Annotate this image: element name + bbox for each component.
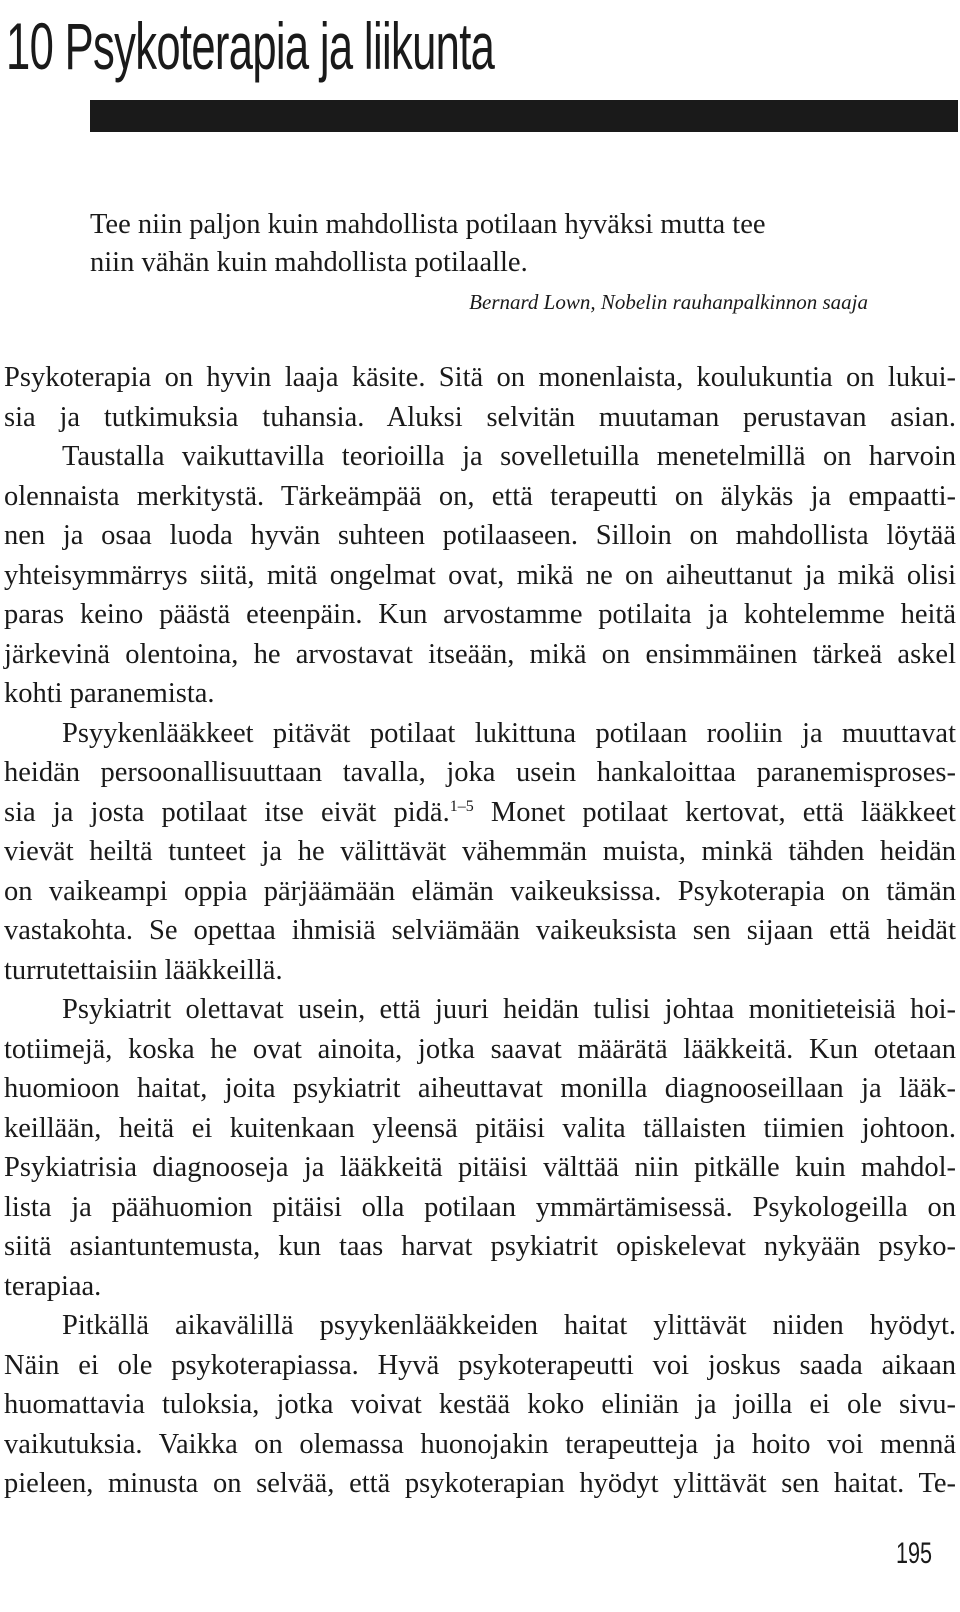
text-line: heidän persoonallisuuttaan tavalla, joka usein hankaloittaa paranemisproses- (4, 757, 956, 788)
page-number: 195 (895, 1537, 932, 1570)
text-line: yhteisymmärrys siitä, mitä ongelmat ovat, mikä ne on aiheuttanut ja mikä olisi (4, 559, 956, 591)
text-line (4, 793, 956, 833)
paragraph-4 (4, 1306, 956, 1504)
text-line: keillään, heitä ei kuitenkaan yleensä pitäisi valita tällaisten tiimien johtoon. (4, 1112, 956, 1144)
text-line: olennaista merkitystä. Tärkeämpää on, että terapeutti on älykäs ja empaatti- (4, 480, 956, 512)
text-line: kohti paranemista. (4, 678, 215, 709)
text-line: lista ja päähuomion pitäisi olla potilaan ymmärtämisessä. Psykologeilla on (4, 1191, 956, 1223)
text-line: siitä asiantuntemusta, kun taas harvat psykiatrit opiskelevat nykyään psyko- (4, 1231, 956, 1262)
text-line: Pitkällä aikavälillä psyykenlääkkeiden haitat ylittävät niiden hyödyt. (62, 1310, 956, 1341)
text-line: Näin ei ole psykoterapiassa. Hyvä psykoterapeutti voi joskus saada aikaan (4, 1349, 956, 1381)
text-line: järkevinä olentoina, he arvostavat itseään, mikä on ensimmäinen tärkeä askel (4, 638, 956, 670)
title-rule (90, 100, 958, 132)
text-line: Psykiatrit olettavat usein, että juuri heidän tulisi johtaa monitieteisiä hoi- (62, 994, 956, 1025)
epigraph-line: niin vähän kuin mahdollista potilaalle. (90, 247, 528, 278)
text-line: Psykoterapia on hyvin laaja käsite. Sitä on monenlaista, koulukuntia on lukui- (4, 362, 956, 393)
text-line: vievät heiltä tunteet ja he välittävät vähemmän muista, minkä tähden heidän (4, 836, 956, 867)
footnote-reference: 1–5 (449, 797, 474, 815)
text-line: vastakohta. Se opettaa ihmisiä selviämään vaikeuksista sen sijaan että heidät (4, 915, 956, 946)
text-line: totiimejä, koska he ovat ainoita, jotka saavat määrätä lääkkeitä. Kun otetaan (4, 1033, 956, 1065)
text-line: pieleen, minusta on selvää, että psykoterapian hyödyt ylittävät sen haitat. Te- (4, 1468, 956, 1499)
chapter-title: 10 Psykoterapia ja liikunta (6, 9, 495, 83)
paragraph-1 (4, 358, 956, 714)
text-line: vaikutuksia. Vaikka on olemassa huonojakin terapeutteja ja hoito voi mennä (4, 1428, 956, 1460)
text-line: nen ja osaa luoda hyvän suhteen potilaaseen. Silloin on mahdollista löytää (4, 520, 956, 551)
epigraph-author: Bernard Lown, Nobelin rauhanpalkinnon saaja (469, 290, 868, 314)
paragraph-2 (4, 714, 956, 991)
text-line: Psyykenlääkkeet pitävät potilaat lukittuna potilaan rooliin ja muuttavat (62, 717, 956, 749)
text-line: Psykiatrisia diagnooseja ja lääkkeitä pitäisi välttää niin pitkälle kuin mahdol- (4, 1152, 956, 1183)
text-line: terapiaa. (4, 1270, 102, 1302)
text-line: sia ja tutkimuksia tuhansia. Aluksi selvitän muutaman perustavan asian. (4, 401, 956, 433)
text-line: paras keino päästä eteenpäin. Kun arvostamme potilaita ja kohtelemme heitä (4, 599, 956, 630)
text-fragment: Monet potilaat kertovat, että lääkkeet (473, 796, 956, 828)
paragraph-3 (4, 990, 956, 1306)
text-line: huomattavia tuloksia, jotka voivat kestää koko eliniän ja joilla ei ole sivu- (4, 1389, 956, 1420)
text-line: on vaikeampi oppia pärjäämään elämän vaikeuksissa. Psykoterapia on tämän (4, 875, 956, 907)
text-fragment: sia ja josta potilaat itse eivät pidä. (4, 796, 450, 828)
text-line: turrutettaisiin lääkkeillä. (4, 954, 283, 986)
body-text (4, 358, 956, 1504)
text-line: Taustalla vaikuttavilla teorioilla ja sovelletuilla menetelmillä on harvoin (62, 441, 956, 472)
epigraph (90, 206, 890, 320)
epigraph-line: Tee niin paljon kuin mahdollista potilaan hyväksi mutta tee (90, 209, 766, 240)
text-line: huomioon haitat, joita psykiatrit aiheuttavat monilla diagnooseillaan ja lääk- (4, 1073, 956, 1104)
